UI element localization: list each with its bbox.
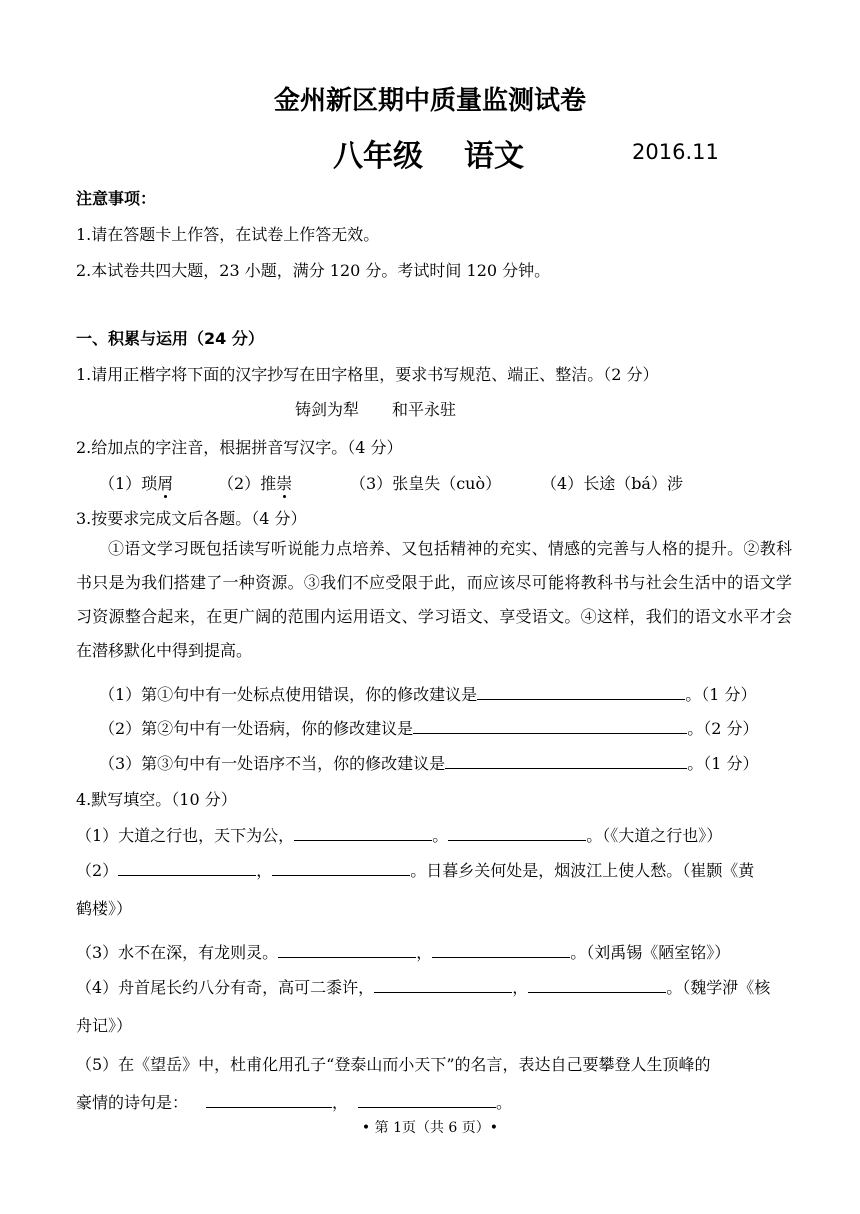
- notice-item: 1.请在答题卡上作答，在试卷上作答无效。: [76, 225, 380, 244]
- sub-text: 。（魏学洢《核: [666, 978, 771, 997]
- question-3-sub: [99, 682, 756, 705]
- item-text: 推: [260, 474, 277, 493]
- answer-blank[interactable]: [358, 1091, 496, 1108]
- reading-passage: ①语文学习既包括读写听说能力点培养、又包括精神的充实、情感的完善与人格的提升。②教科书只是为我们搭建了一种资源。③我们不应受限于此，而应该尽可能将教科书与社会生活中的语文学习资源整合起来，在更广阔的范围内运用语文、学习语文、享受语文。④这样，我们的语文水平才会在潜移默化中得到提高。: [76, 539, 792, 660]
- question-4: 4.默写填空。（10 分）: [76, 790, 237, 809]
- notice-item: 2.本试卷共四大题，23 小题，满分 120 分。考试时间 120 分钟。: [76, 261, 551, 280]
- sub-text: ，: [332, 1093, 349, 1112]
- sub-text: ，: [512, 978, 529, 997]
- sub-text: （3）第③句中有一处语序不当，你的修改建议是: [99, 754, 446, 773]
- question-2-item: [99, 471, 173, 494]
- answer-blank[interactable]: [278, 941, 416, 958]
- sub-text: （1）大道之行也，天下为公，: [76, 826, 295, 845]
- exam-title: 金州新区期中质量监测试卷: [273, 86, 586, 116]
- sub-text: 。: [432, 826, 449, 845]
- answer-blank[interactable]: [448, 824, 586, 841]
- question-3: 3.按要求完成文后各题。（4 分）: [76, 509, 307, 528]
- notice-heading: 注意事项：: [76, 189, 157, 208]
- dotted-char: 屑: [157, 474, 174, 493]
- question-4-sub-cont: 舟记》）: [76, 1016, 133, 1035]
- sub-text: 。（《大道之行也》）: [586, 826, 723, 845]
- question-2: 2.给加点的字注音，根据拼音写汉字。（4 分）: [76, 438, 403, 457]
- item-number: （4）: [541, 474, 584, 493]
- question-4-sub: [76, 858, 754, 881]
- question-4-sub-cont: [76, 1090, 512, 1113]
- subject-label: 语文: [464, 139, 524, 174]
- answer-blank[interactable]: [294, 824, 432, 841]
- sub-score: 。（1 分）: [687, 754, 759, 773]
- sub-text: 。: [496, 1093, 513, 1112]
- sub-text: （1）第①句中有一处标点使用错误，你的修改建议是: [99, 685, 478, 704]
- sub-text: （3）水不在深，有龙则灵。: [76, 943, 279, 962]
- question-4-sub: （5）在《望岳》中，杜甫化用孔子“登泰山而小天下”的名言，表达自己要攀登人生顶峰的: [76, 1055, 711, 1074]
- answer-blank[interactable]: [374, 976, 512, 993]
- answer-blank[interactable]: [206, 1091, 332, 1108]
- question-4-sub: [76, 940, 730, 963]
- sub-score: 。（1 分）: [685, 685, 757, 704]
- item-number: （3）: [350, 474, 393, 493]
- question-2-item: [218, 471, 292, 494]
- sub-text: 豪情的诗句是：: [76, 1093, 189, 1112]
- answer-blank[interactable]: [445, 752, 687, 769]
- sub-score: 。（2 分）: [687, 719, 759, 738]
- item-text: 长途（bá）涉: [583, 474, 683, 493]
- sub-text: ，: [256, 861, 273, 880]
- answer-blank[interactable]: [528, 976, 666, 993]
- question-1: 1.请用正楷字将下面的汉字抄写在田字格里，要求书写规范、端正、整洁。（2 分）: [76, 365, 659, 384]
- dotted-char: 崇: [276, 474, 293, 493]
- question-1-phrase: 和平永驻: [392, 400, 457, 419]
- grade-label: 八年级: [333, 139, 423, 174]
- question-4-sub-cont: 鹤楼》）: [76, 899, 133, 918]
- item-number: （1）: [99, 474, 142, 493]
- exam-date: 2016.11: [632, 140, 719, 164]
- question-3-sub: [99, 716, 758, 739]
- question-1-phrase: 铸剑为犁: [295, 400, 360, 419]
- question-2-item: [350, 471, 501, 494]
- sub-text: 。（刘禹锡《陋室铭》）: [570, 943, 731, 962]
- question-2-item: [541, 471, 683, 494]
- sub-text: （2）第②句中有一处语病，你的修改建议是: [99, 719, 414, 738]
- item-text: 张皇失（cuò）: [392, 474, 502, 493]
- answer-blank[interactable]: [477, 683, 685, 700]
- question-4-sub: [76, 823, 722, 846]
- question-4-sub: [76, 975, 770, 998]
- answer-blank[interactable]: [413, 717, 687, 734]
- sub-text: （2）: [76, 861, 119, 880]
- page-footer: • 第 1页（共 6 页）•: [361, 1120, 499, 1136]
- answer-blank[interactable]: [118, 859, 256, 876]
- sub-text: （4）舟首尾长约八分有奇，高可二黍许，: [76, 978, 375, 997]
- answer-blank[interactable]: [272, 859, 410, 876]
- sub-text: 。日暮乡关何处是，烟波江上使人愁。（崔颢《黄: [410, 861, 755, 880]
- answer-blank[interactable]: [432, 941, 570, 958]
- section-heading: 一、积累与运用（24 分）: [76, 329, 264, 348]
- item-number: （2）: [218, 474, 261, 493]
- item-text: 琐: [141, 474, 158, 493]
- sub-text: ，: [416, 943, 433, 962]
- question-3-sub: [99, 751, 758, 774]
